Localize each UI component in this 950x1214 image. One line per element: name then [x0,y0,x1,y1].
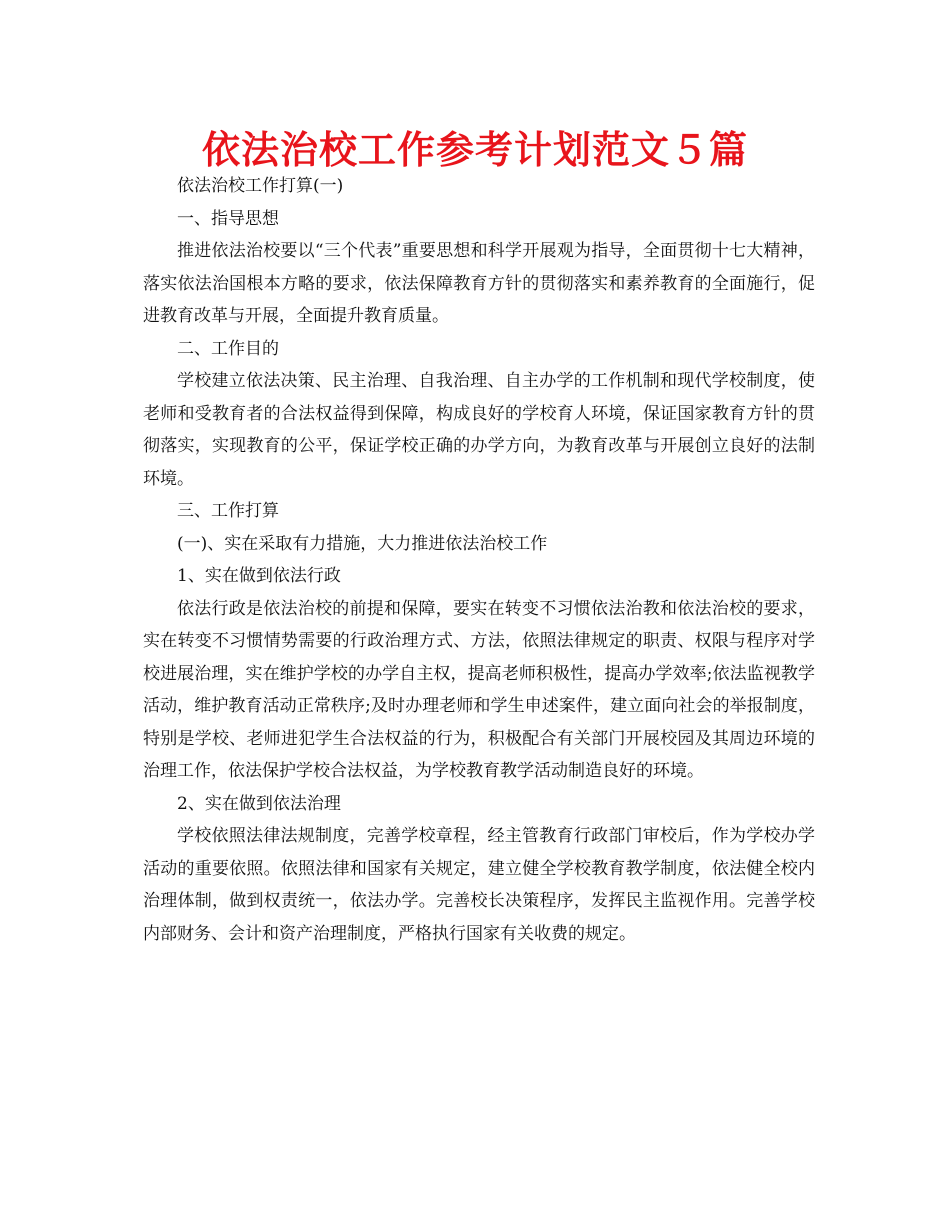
paragraph-work-goal: 学校建立依法决策、民主治理、自我治理、自主办学的工作机制和现代学校制度，使老师和受教育者的合法权益得到保障，构成良好的学校育人环境，保证国家教育方针的贯彻落实，实现教育的公平，保证学校正确的办学方向，为教育改革与开展创立良好的法制环境。 [143,371,815,489]
document-body [143,170,815,950]
heading-guiding-thought: 一、指导思想 [177,208,279,229]
document-title: 依法治校工作参考计划范文５篇 [201,128,748,172]
section-heading-plan-1: 依法治校工作打算(一) [177,176,344,196]
heading-work-goal: 二、工作目的 [177,338,279,359]
item-heading-governance: 2、实在做到依法治理 [177,793,341,814]
heading-work-plan: 三、工作打算 [177,501,279,521]
item-heading-administration: 1、实在做到依法行政 [177,566,341,586]
paragraph-guiding-thought: 推进依法治校要以“三个代表”重要思想和科学开展观为指导，全面贯彻十七大精神，落实依法治国根本方略的要求，依法保障教育方针的贯彻落实和素养教育的全面施行，促进教育改革与开展，全面提升教育质量。 [143,241,815,326]
subheading-measures: (一)、实在采取有力措施，大力推进依法治校工作 [177,533,548,554]
paragraph-governance: 学校依照法律法规制度，完善学校章程，经主管教育行政部门审校后，作为学校办学活动的重要依照。依照法律和国家有关规定，建立健全学校教育教学制度，依法健全校内治理体制，做到权责统一，依法办学。完善校长决策程序，发挥民主监视作用。完善学校内部财务、会计和资产治理制度，严格执行国家有关收费的规定。 [143,826,815,944]
paragraph-administration: 依法行政是依法治校的前提和保障，要实在转变不习惯依法治教和依法治校的要求，实在转变不习惯情势需要的行政治理方式、方法，依照法律规定的职责、权限与程序对学校进展治理，实在维护学校的办学自主权，提高老师积极性，提高办学效率;依法监视教学活动，维护教育活动正常秩序;及时办理老师和学生申述案件，建立面向社会的举报制度，特别是学校、老师进犯学生合法权益的行为，积极配合有关部门开展校园及其周边环境的治理工作，依法保护学校合法权益，为学校教育教学活动制造良好的环境。 [143,598,815,781]
